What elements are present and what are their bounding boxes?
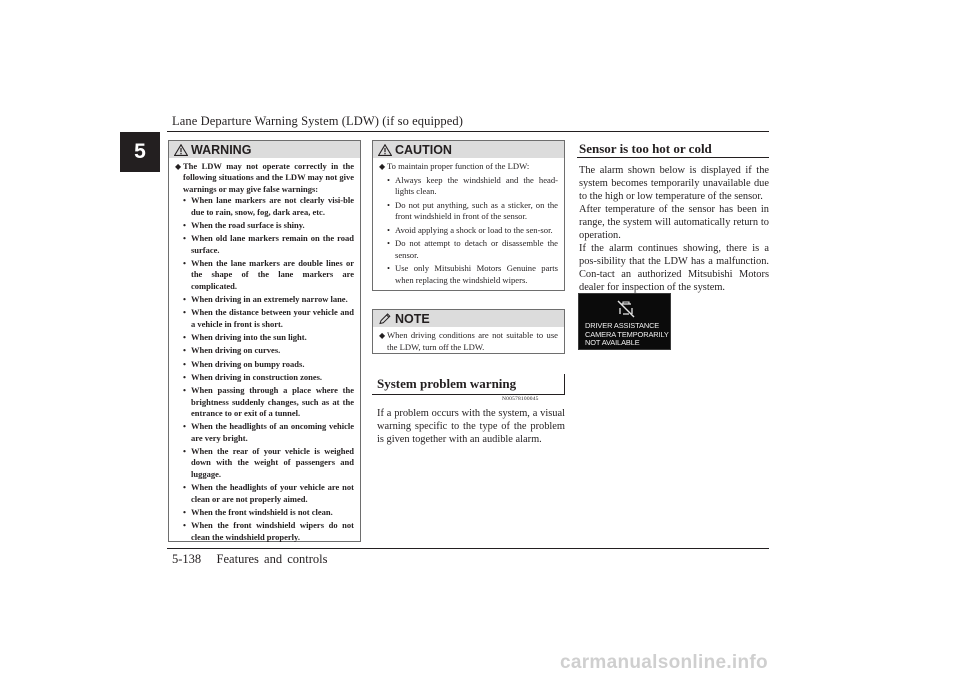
warning-triangle-icon [378,144,392,156]
list-item-text: When driving on curves. [191,345,281,356]
caution-box [372,140,565,291]
caution-lead: ◆ To maintain proper function of the LDW: [379,161,530,171]
bullet-icon: • [183,195,186,206]
sensor-temp-para-1: The alarm shown below is displayed if the system becomes temporarily unavailable due to the high or low temperature of the sensor. [579,165,769,202]
list-item [175,294,354,305]
list-item [175,372,354,383]
sensor-temp-para-2: After temperature of the sensor has been in range, the system will automatically return to operation. [579,204,769,241]
display-message: DRIVER ASSISTANCE CAMERA TEMPORARILY NOT AVAILABLE [585,321,669,348]
bullet-icon: • [183,294,186,305]
list-item [175,359,354,370]
bullet-icon: • [183,332,186,343]
system-problem-heading: System problem warning [377,376,517,391]
bullet-icon: • [183,257,186,268]
list-item-text: Avoid applying a shock or load to the sen-sor. [395,224,553,235]
bullet-icon: • [183,446,186,457]
bullet-icon: • [183,345,186,356]
list-item [175,507,354,518]
footer-section: Features and controls [216,552,328,566]
list-item-text: Always keep the windshield and the head-lights clean. [395,174,558,196]
warning-triangle-icon [174,144,188,156]
list-item-text: When the headlights of your vehicle are not clean or are not properly aimed. [191,482,354,504]
warning-list [175,195,354,543]
list-item [379,200,558,223]
list-item-text: When the distance between your vehicle and a vehicle in front is short. [191,307,354,329]
list-item [379,238,558,261]
sensor-temp-heading: Sensor is too hot or cold [579,141,712,156]
list-item [175,482,354,505]
list-item [175,421,354,444]
list-item [175,446,354,480]
list-item-text: When old lane markers remain on the road surface. [191,233,354,255]
warning-box [168,140,361,542]
header-rule [167,131,769,132]
list-item [379,263,558,286]
note-lead: ◆ When driving conditions are not suitable to use the LDW, turn off the LDW. [379,330,558,352]
bullet-icon: • [183,482,186,493]
note-box [372,309,565,354]
list-item-text: When lane markers are not clearly visi-ble due to rain, snow, fog, dark area, etc. [191,195,354,217]
warning-box-header [169,141,360,158]
note-box-header [373,310,564,327]
camera-unavailable-display [578,293,671,350]
list-item [175,220,354,231]
camera-off-icon [615,299,637,319]
heading-rule [372,394,565,395]
list-item-text: When driving into the sun light. [191,332,307,343]
diamond-bullet-icon: ◆ [379,162,386,171]
sensor-temp-para-3: If the alarm continues showing, there is a pos-sibility that the LDW has a malfunction. Con-tact an authorized Mitsubishi Motors dealer for inspection of the system. [579,243,769,293]
list-item [175,195,354,218]
list-item-text: When the front windshield is not clean. [191,506,333,517]
bullet-icon: • [387,238,391,248]
list-item-text: When driving on bumpy roads. [191,358,305,369]
diamond-bullet-icon: ◆ [379,331,386,340]
page-header-title: Lane Departure Warning System (LDW) (if so equipped) [172,114,464,128]
watermark: carmanualsonline.info [560,652,768,673]
list-item-text: When driving in an extremely narrow lane. [191,294,348,305]
bullet-icon: • [387,224,391,235]
bullet-icon: • [183,520,186,531]
heading-tick [564,374,565,394]
list-item-text: When the front windshield wipers do not clean the windshield properly. [191,520,354,542]
warning-title: WARNING [191,142,252,157]
heading-rule [577,157,769,158]
bullet-icon: • [387,174,391,185]
page-number: 5-138 [172,552,202,566]
list-item-text: When the rear of your vehicle is weighed down with the weight of passengers and luggage. [191,446,354,479]
bullet-icon: • [183,233,186,244]
bullet-icon: • [387,199,391,210]
bullet-icon: • [183,371,186,382]
list-item [379,225,558,237]
bullet-icon: • [183,385,186,396]
warning-lead: ◆ The LDW may not operate correctly in the following situations and the LDW may not give warnings or may give false warnings: [175,161,354,194]
bullet-icon: • [183,506,186,517]
bullet-icon: • [387,263,391,273]
list-item [175,258,354,292]
footer-rule [167,548,769,549]
list-item [175,332,354,343]
section-code: N00578100045 [502,396,539,402]
bullet-icon: • [183,307,186,318]
list-item [175,345,354,356]
caution-body [373,158,564,290]
list-item [175,520,354,543]
list-item-text: When the lane markers are double lines or the shape of the lane markers are complicated. [191,257,354,291]
note-title: NOTE [395,311,430,326]
caution-title: CAUTION [395,142,452,157]
list-item [175,385,354,419]
caution-box-header [373,141,564,158]
diamond-bullet-icon: ◆ [175,162,182,171]
bullet-icon: • [183,219,186,230]
bullet-icon: • [183,358,186,369]
note-body [373,327,564,357]
list-item-text: When the headlights of an oncoming vehicle are very bright. [191,421,354,443]
page-footer [172,552,327,567]
bullet-icon: • [183,421,186,432]
list-item-text: When passing through a place where the brightness suddenly changes, such as at the entrance to or exit of a tunnel. [191,385,354,419]
system-problem-text: If a problem occurs with the system, a visual warning specific to the type of the problem is given together with an audible alarm. [377,408,565,445]
chapter-tab: 5 [120,132,160,172]
list-item [175,307,354,330]
list-item-text: Use only Mitsubishi Motors Genuine parts when replacing the windshield wipers. [395,263,558,285]
list-item-text: When the road surface is shiny. [191,219,305,230]
list-item-text: Do not put anything, such as a sticker, on the front windshield in front of the sensor. [395,199,558,221]
pencil-icon [378,313,392,325]
warning-body [169,158,360,549]
caution-list [379,175,558,287]
list-item [379,175,558,198]
list-item-text: Do not attempt to detach or disassemble the sensor. [395,238,558,260]
list-item-text: When driving in construction zones. [191,371,323,382]
list-item [175,233,354,256]
